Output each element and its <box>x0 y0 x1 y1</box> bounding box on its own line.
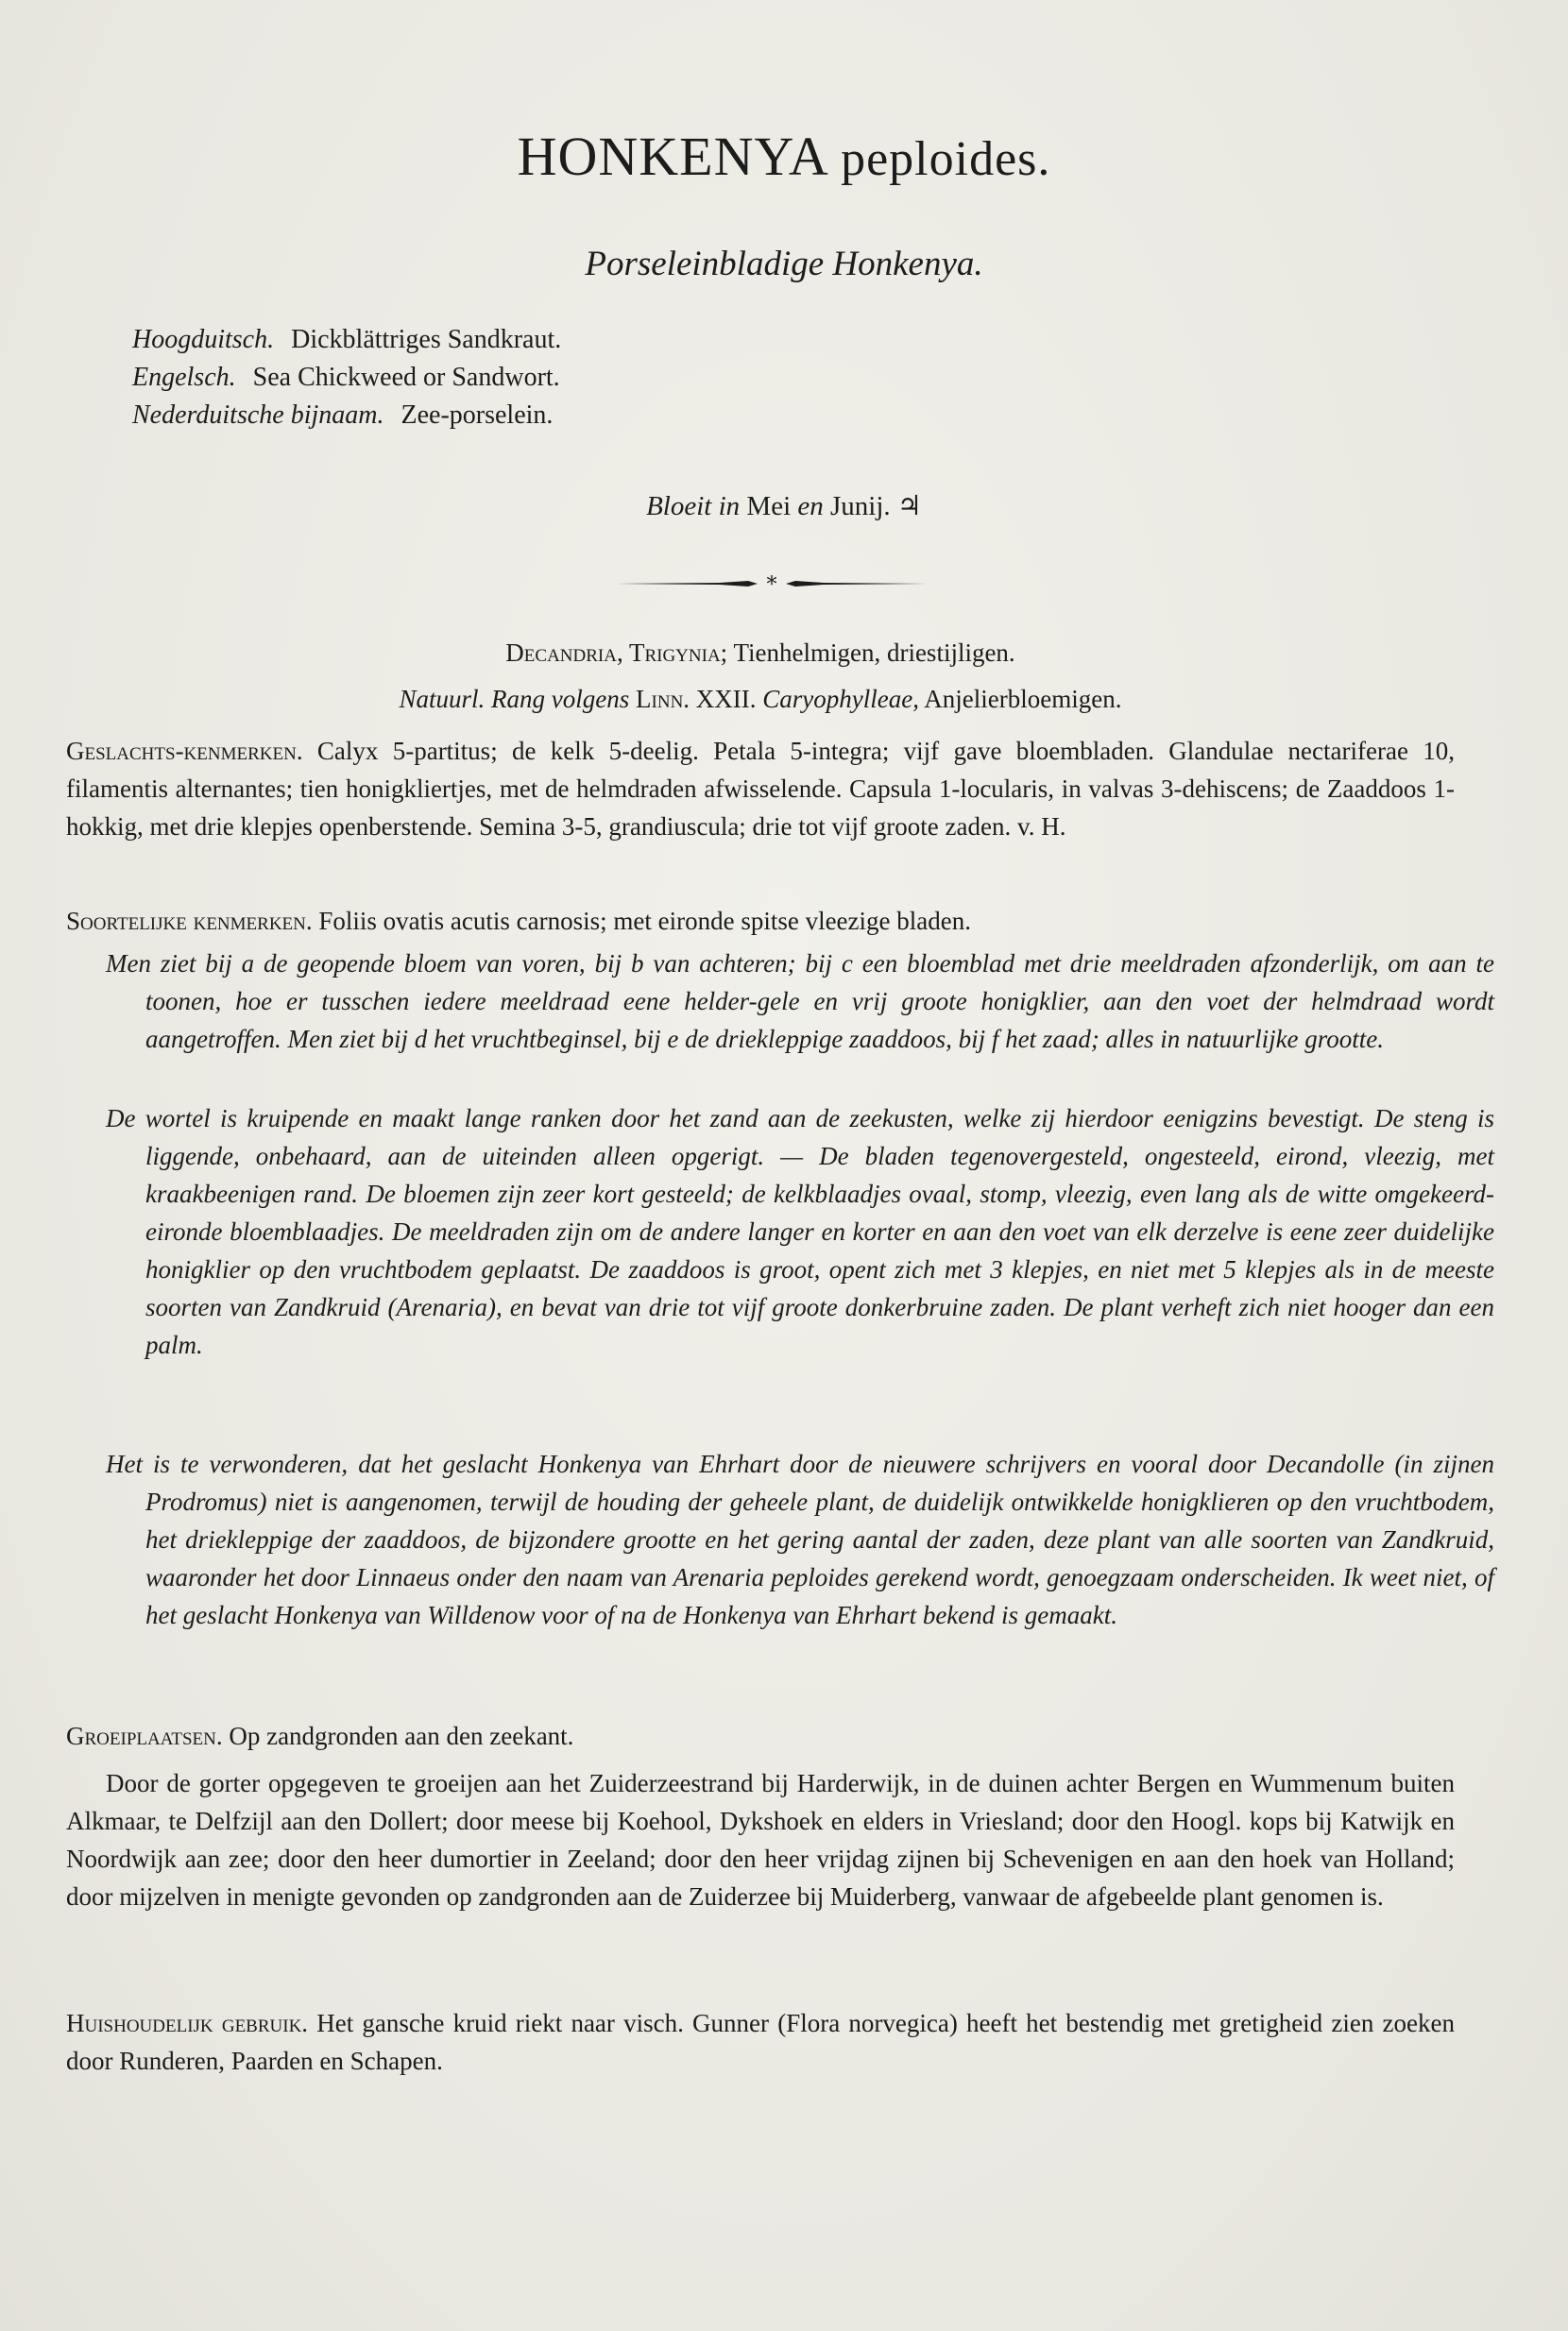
rank-number: XXII. <box>695 685 757 713</box>
genus-characters-text: Calyx 5-partitus; de kelk 5-deelig. Petala 5-integra; vijf gave bloembladen. Glandulae nectariferae 10, filamentis alternantes; tien honigkliertjes, met de helmdraden afwisselende. Capsula 1-locularis, in valvas 3-dehiscens; de Zaaddoos 1-hokkig, met drie klepjes openberstende. Semina 3-5, grandiuscula; drie tot vijf groote zaden. v. H. <box>66 737 1456 841</box>
name-value: Dickblättriges Sandkraut. <box>291 325 562 354</box>
natural-rank-label: Natuurl. Rang volgens <box>399 685 630 713</box>
svg-text:*: * <box>766 573 777 597</box>
household-use <box>66 2004 1455 2080</box>
bloom-and: en <box>797 491 824 521</box>
family-dutch: Anjelierbloemigen. <box>924 685 1122 713</box>
common-names <box>132 321 561 434</box>
household-use-label: Huishoudelijk gebruik. <box>66 2009 309 2037</box>
species-characters-text: Foliis ovatis acutis carnosis; met eironde spitse vleezige bladen. <box>318 907 971 935</box>
page-subtitle: Porseleinbladige Honkenya. <box>585 245 983 283</box>
ornament-divider-icon <box>616 570 928 597</box>
genus-characters-label: Geslachts-kenmerken. <box>66 737 303 765</box>
class-dutch: Tienhelmigen, driestijligen. <box>733 638 1015 667</box>
bloom-label: Bloeit in <box>646 491 741 521</box>
name-language: Hoogduitsch. <box>132 325 275 354</box>
species-characters <box>66 902 1455 940</box>
linnaean-class: Decandria, Trigynia; <box>505 638 728 667</box>
species-characters-label: Soortelijke kenmerken. <box>66 907 313 935</box>
classification-line-1 <box>66 638 1455 668</box>
name-language: Nederduitsche bijnaam. <box>132 400 384 430</box>
plant-description: De wortel is kruipende en maakt lange ranken door het zand aan de zeekusten, welke zij hierdoor eenigzins bevestigt. De steng is liggende, onbehaard, aan de uiteinden alleen opgerigt. — De bladen tegenovergesteld, ongesteeld, eirond, vleezig, met kraakbeenigen rand. De bloemen zijn zeer kort gesteeld; de kelkblaadjes ovaal, stomp, vleezig, even lang als de witte omgekeerd-eironde bloemblaadjes. De meeldraden zijn om de andere langer en korter en aan den voet van elk derzelve is eene zeer duidelijke honigklier op den vruchtbodem geplaatst. De zaaddoos is groot, opent zich met 3 klepjes, en niet met 5 klepjes als in de meeste soorten van Zandkruid (Arenaria), en bevat van drie tot vijf groote donkerbruine zaden. De plant verheft zich niet hooger dan een palm. <box>106 1104 1494 1359</box>
locations: Door de gorter opgegeven te groeijen aan het Zuiderzeestrand bij Harderwijk, in de duinen achter Bergen en Wummenum buiten Alkmaar, te Delfzijl aan den Dollert; door meese bij Koehool, Dykshoek en elders in Vriesland; door den Hoogl. kops bij Katwijk en Noordwijk aan zee; door den heer dumortier in Zeeland; door den heer vrijdag zijnen bij Schevenigen en aan den hoek van Holland; door mijzelven in menigte gevonden op zandgronden aan de Zuiderzee bij Muiderberg, vanwaar de afgebeelde plant genomen is. <box>66 1769 1455 1911</box>
classification-line-2 <box>66 685 1455 714</box>
bloom-month-2: Junij. <box>830 491 891 521</box>
name-row-english <box>132 359 561 397</box>
bloom-line <box>0 489 1568 522</box>
name-value: Zee-porselein. <box>401 400 554 430</box>
taxonomy-remark: Het is te verwonderen, dat het geslacht Honkenya van Ehrhart door de nieuwere schrijvers en vooral door Decandolle (in zijnen Prodromus) niet is aangenomen, terwijl de houding der geheele plant, de duidelijk ontwikkelde honigklieren op den vruchtbodem, het driekleppige der zaaddoos, de bijzondere grootte en het gering aantal der zaden, deze plant van alle soorten van Zandkruid, waaronder het door Linnaeus onder den naam van Arenaria peploides gerekend wordt, genoegzaam onderscheiden. Ik weet niet, of het geslacht Honkenya van Willdenow voor of na de Honkenya van Ehrhart bekend is gemaakt. <box>106 1450 1494 1629</box>
habitat <box>66 1717 1455 1755</box>
genus-characters <box>66 732 1455 845</box>
title-genus: HONKENYA <box>517 126 827 187</box>
page-title <box>0 125 1568 188</box>
perennial-symbol: ♃ <box>896 491 922 521</box>
linnaeus-abbrev: Linn. <box>636 685 690 713</box>
name-row-dutch <box>132 397 561 434</box>
bloom-month-1: Mei <box>746 491 792 521</box>
title-species: peploides. <box>841 132 1051 186</box>
family-latin: Caryophylleae, <box>762 685 919 713</box>
figure-description: Men ziet bij a de geopende bloem van voren, bij b van achteren; bij c een bloemblad met drie meeldraden afzonderlijk, om aan te toonen, hoe er tusschen iedere meeldraad eene helder-gele en vrij groote honigklier, aan den voet der helmdraad wordt aangetroffen. Men ziet bij d het vruchtbeginsel, bij e de driekleppige zaaddoos, bij f het zaad; alles in natuurlijke grootte. <box>106 949 1494 1053</box>
name-language: Engelsch. <box>132 363 236 392</box>
name-value: Sea Chickweed or Sandwort. <box>252 363 560 392</box>
habitat-label: Groeiplaatsen. <box>66 1722 223 1750</box>
household-use-text: Het gansche kruid riekt naar visch. Gunner (Flora norvegica) heeft het bestendig met gretigheid zien zoeken door Runderen, Paarden en Schapen. <box>66 2009 1455 2075</box>
name-row-german <box>132 321 561 359</box>
habitat-text: Op zandgronden aan den zeekant. <box>229 1722 574 1750</box>
